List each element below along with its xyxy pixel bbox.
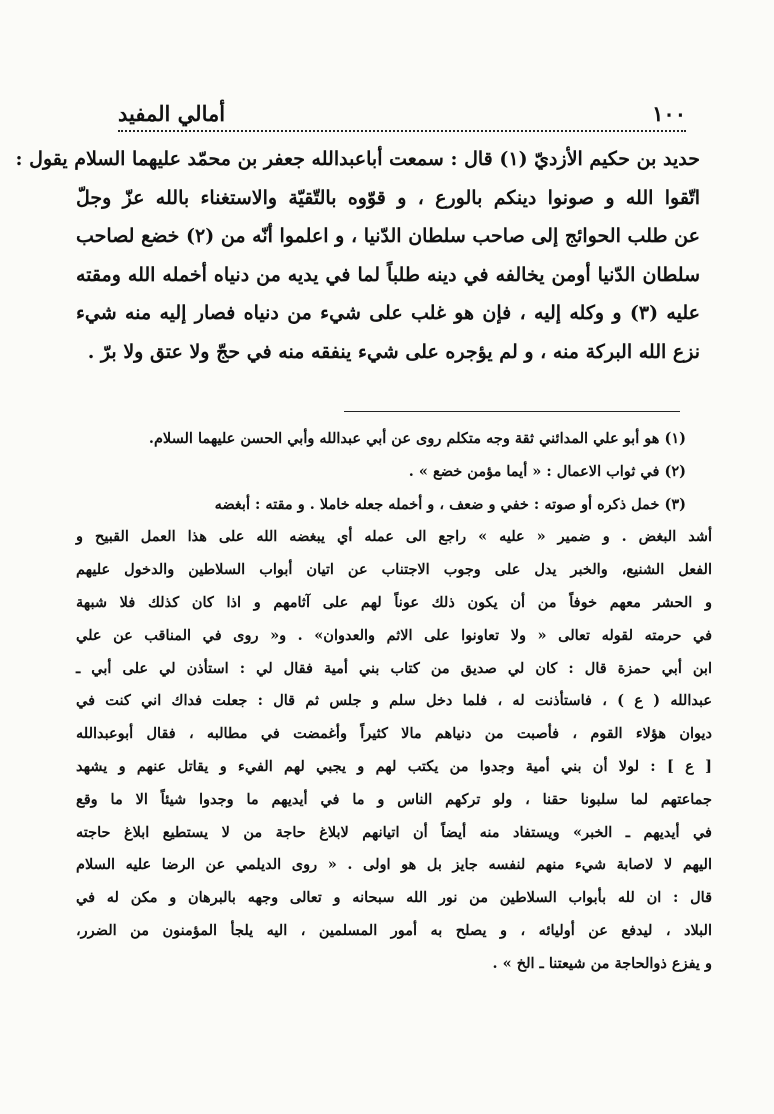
footnote-3-line: [ ع ] : لولا أن بني أمية وجدوا من يكتب لهم و يجبي لهم الفيء و يقاتل عنهم و يشهد <box>76 757 712 775</box>
footnote-3-line: ديوان هؤلاء القوم ، فأصبت من دنياهم مالا كثيراً وأغمضت في مطالبه ، فقال أبوعبدالله <box>76 725 712 743</box>
footnote-3-line: و يفزع ذوالحاجة من شيعتنا ـ الخ » . <box>492 954 712 972</box>
footnote-3-line: الفعل الشنيع، والخبر يدل على وجوب الاجتناب عن اتيان أبواب السلاطين والدخول عليهم <box>76 561 712 579</box>
footnote-3-line: في أيديهم ـ الخبر» ويستفاد منه أيضاً أن اتيانهم لابلاغ حاجة من لا يستطيع ابلاغ حاجته <box>76 823 712 841</box>
footnote-3-line: اليهم لا لاصابة شيء منهم لنفسه جايز بل هو اولى . « روى الديلمي عن الرضا عليه السلام <box>76 856 712 874</box>
running-header <box>118 92 686 126</box>
footnote-3-line: البلاد ، ليدفع عن أوليائه ، و يصلح به أمور المسلمين ، اليه يلجأ المؤمنون من الضرر، <box>76 921 712 939</box>
text-line: عن طلب الحوائج إلى صاحب سلطان الدّنيا ، و اعلموا أنّه من (٢) خضع لصاحب <box>76 225 700 247</box>
page-number: ١٠٠ <box>652 101 686 126</box>
text-line: عليه (٣) و وكله إليه ، فإن هو غلب على شيء من دنياه فصار إليه منه شيء <box>76 302 700 324</box>
footnote-3-line: جماعتهم لما سلبونا حقنا ، ولو تركهم الناس و ما في أيديهم ما وجدوا شيئاً الا ما وقع <box>76 790 712 808</box>
footnote-1: (١) هو أبو علي المدائني ثقة وجه متكلم روى عن أبي عبدالله وأبي الحسن عليهما السلام. <box>148 430 686 447</box>
footnote-3-line: ابن أبي حمزة قال : كان لي صديق من كتاب بني أمية فقال لي : استأذن لي على أبي ـ <box>76 659 712 677</box>
footnote-divider <box>344 411 680 412</box>
footnote-2: (٢) في ثواب الاعمال : « أيما مؤمن خضع » . <box>408 462 686 480</box>
text-line: حديد بن حكيم الأزديّ (١) قال : سمعت أباعبدالله جعفر بن محمّد عليهما السلام يقول : <box>15 148 700 170</box>
text-line: اتّقوا الله و صونوا دينكم بالورع ، و قوّوه بالتّقيّة والاستغناء بالله عزّ وجلّ <box>76 186 700 209</box>
text-line: نزع الله البركة منه ، و لم يؤجره على شيء ينفقه منه في حجّ ولا عتق ولا برّ . <box>87 340 700 363</box>
main-text <box>15 140 700 371</box>
footnote-3-line: و الحشر معهم خوفاً من أن يكون ذلك عوناً لهم على آثامهم و اذا كان كذلك فلا شبهة <box>76 593 712 611</box>
header-rule <box>118 130 686 132</box>
book-title: أمالي المفيد <box>118 101 226 126</box>
footnote-3-line: قال : ان لله بأبواب السلاطين من نور الله سبحانه و تعالى وجهه بالبرهان و مكن له في <box>76 889 712 907</box>
footnote-3-line: أشد البغض . و ضمير « عليه » راجع الى عمله أي يبغضه الله على هذا العمل القبيح و <box>76 528 712 546</box>
footnotes <box>76 423 712 981</box>
footnote-3-line: عبدالله ( ع ) ، فاستأذنت له ، فلما دخل سلم و جلس ثم قال : جعلت فداك اني كنت في <box>76 692 712 710</box>
footnote-3-line: (٣) خمل ذكره أو صوته : خفي و ضعف ، و أخمله جعله خاملا . و مقته : أبغضه <box>214 495 686 513</box>
footnote-3-line: في حرمته لقوله تعالى « ولا تعاونوا على الاثم والعدوان» . و« روى في المناقب عن علي <box>76 626 712 644</box>
text-line: سلطان الدّنيا أومن يخالفه في دينه طلباً لما في يديه من دنياه أخمله الله ومقته <box>76 263 700 286</box>
